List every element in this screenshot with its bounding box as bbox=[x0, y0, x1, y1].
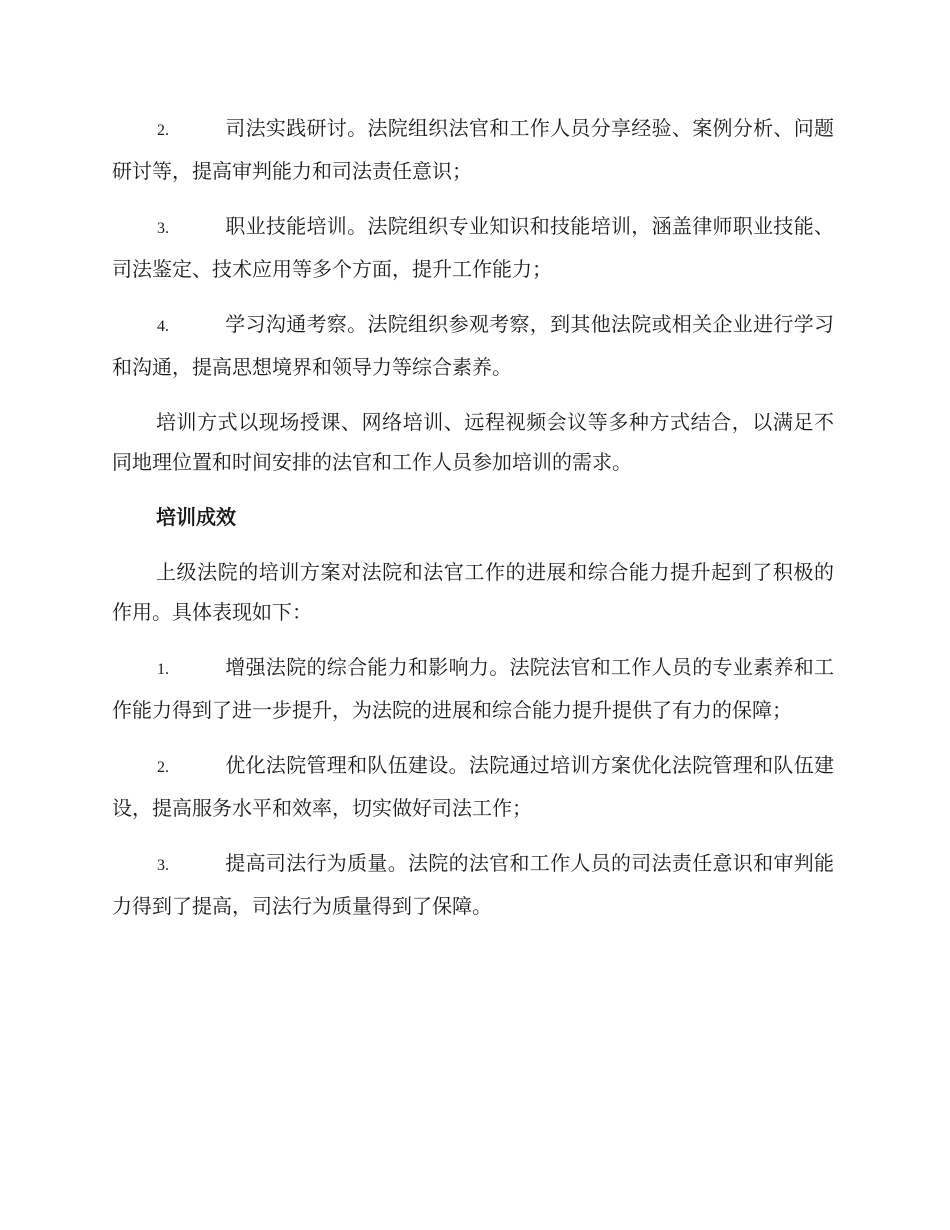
list-item bbox=[112, 206, 834, 289]
list-item bbox=[112, 108, 834, 191]
list-number: 1. bbox=[157, 661, 169, 678]
list-number: 3. bbox=[157, 857, 169, 874]
list-item bbox=[112, 745, 834, 828]
list-number: 4. bbox=[157, 318, 169, 335]
list-text: 优化法院管理和队伍建设。法院通过培训方案优化法院管理和队伍建设，提高服务水平和效率，切实做好司法工作； bbox=[112, 753, 834, 820]
list-text: 提高司法行为质量。法院的法官和工作人员的司法责任意识和审判能力得到了提高，司法行为质量得到了保障。 bbox=[112, 851, 834, 918]
list-item bbox=[112, 304, 834, 387]
list-text: 职业技能培训。法院组织专业知识和技能培训，涵盖律师职业技能、司法鉴定、技术应用等多个方面，提升工作能力； bbox=[112, 214, 834, 281]
training-method-paragraph: 培训方式以现场授课、网络培训、远程视频会议等多种方式结合，以满足不同地理位置和时间安排的法官和工作人员参加培训的需求。 bbox=[112, 410, 834, 474]
list-number: 2. bbox=[157, 759, 169, 776]
list-text: 增强法院的综合能力和影响力。法院法官和工作人员的专业素养和工作能力得到了进一步提升，为法院的进展和综合能力提升提供了有力的保障； bbox=[112, 655, 834, 722]
list-number: 3. bbox=[157, 220, 169, 237]
list-item bbox=[112, 647, 834, 730]
list-text: 学习沟通考察。法院组织参观考察，到其他法院或相关企业进行学习和沟通，提高思想境界和领导力等综合素养。 bbox=[112, 312, 834, 379]
list-number: 2. bbox=[157, 122, 169, 139]
results-intro-paragraph: 上级法院的培训方案对法院和法官工作的进展和综合能力提升起到了积极的作用。具体表现如下： bbox=[112, 560, 834, 624]
list-item bbox=[112, 843, 834, 926]
list-text: 司法实践研讨。法院组织法官和工作人员分享经验、案例分析、问题研讨等，提高审判能力和司法责任意识； bbox=[112, 116, 834, 183]
section-heading: 培训成效 bbox=[156, 505, 236, 529]
document-page bbox=[112, 108, 834, 941]
